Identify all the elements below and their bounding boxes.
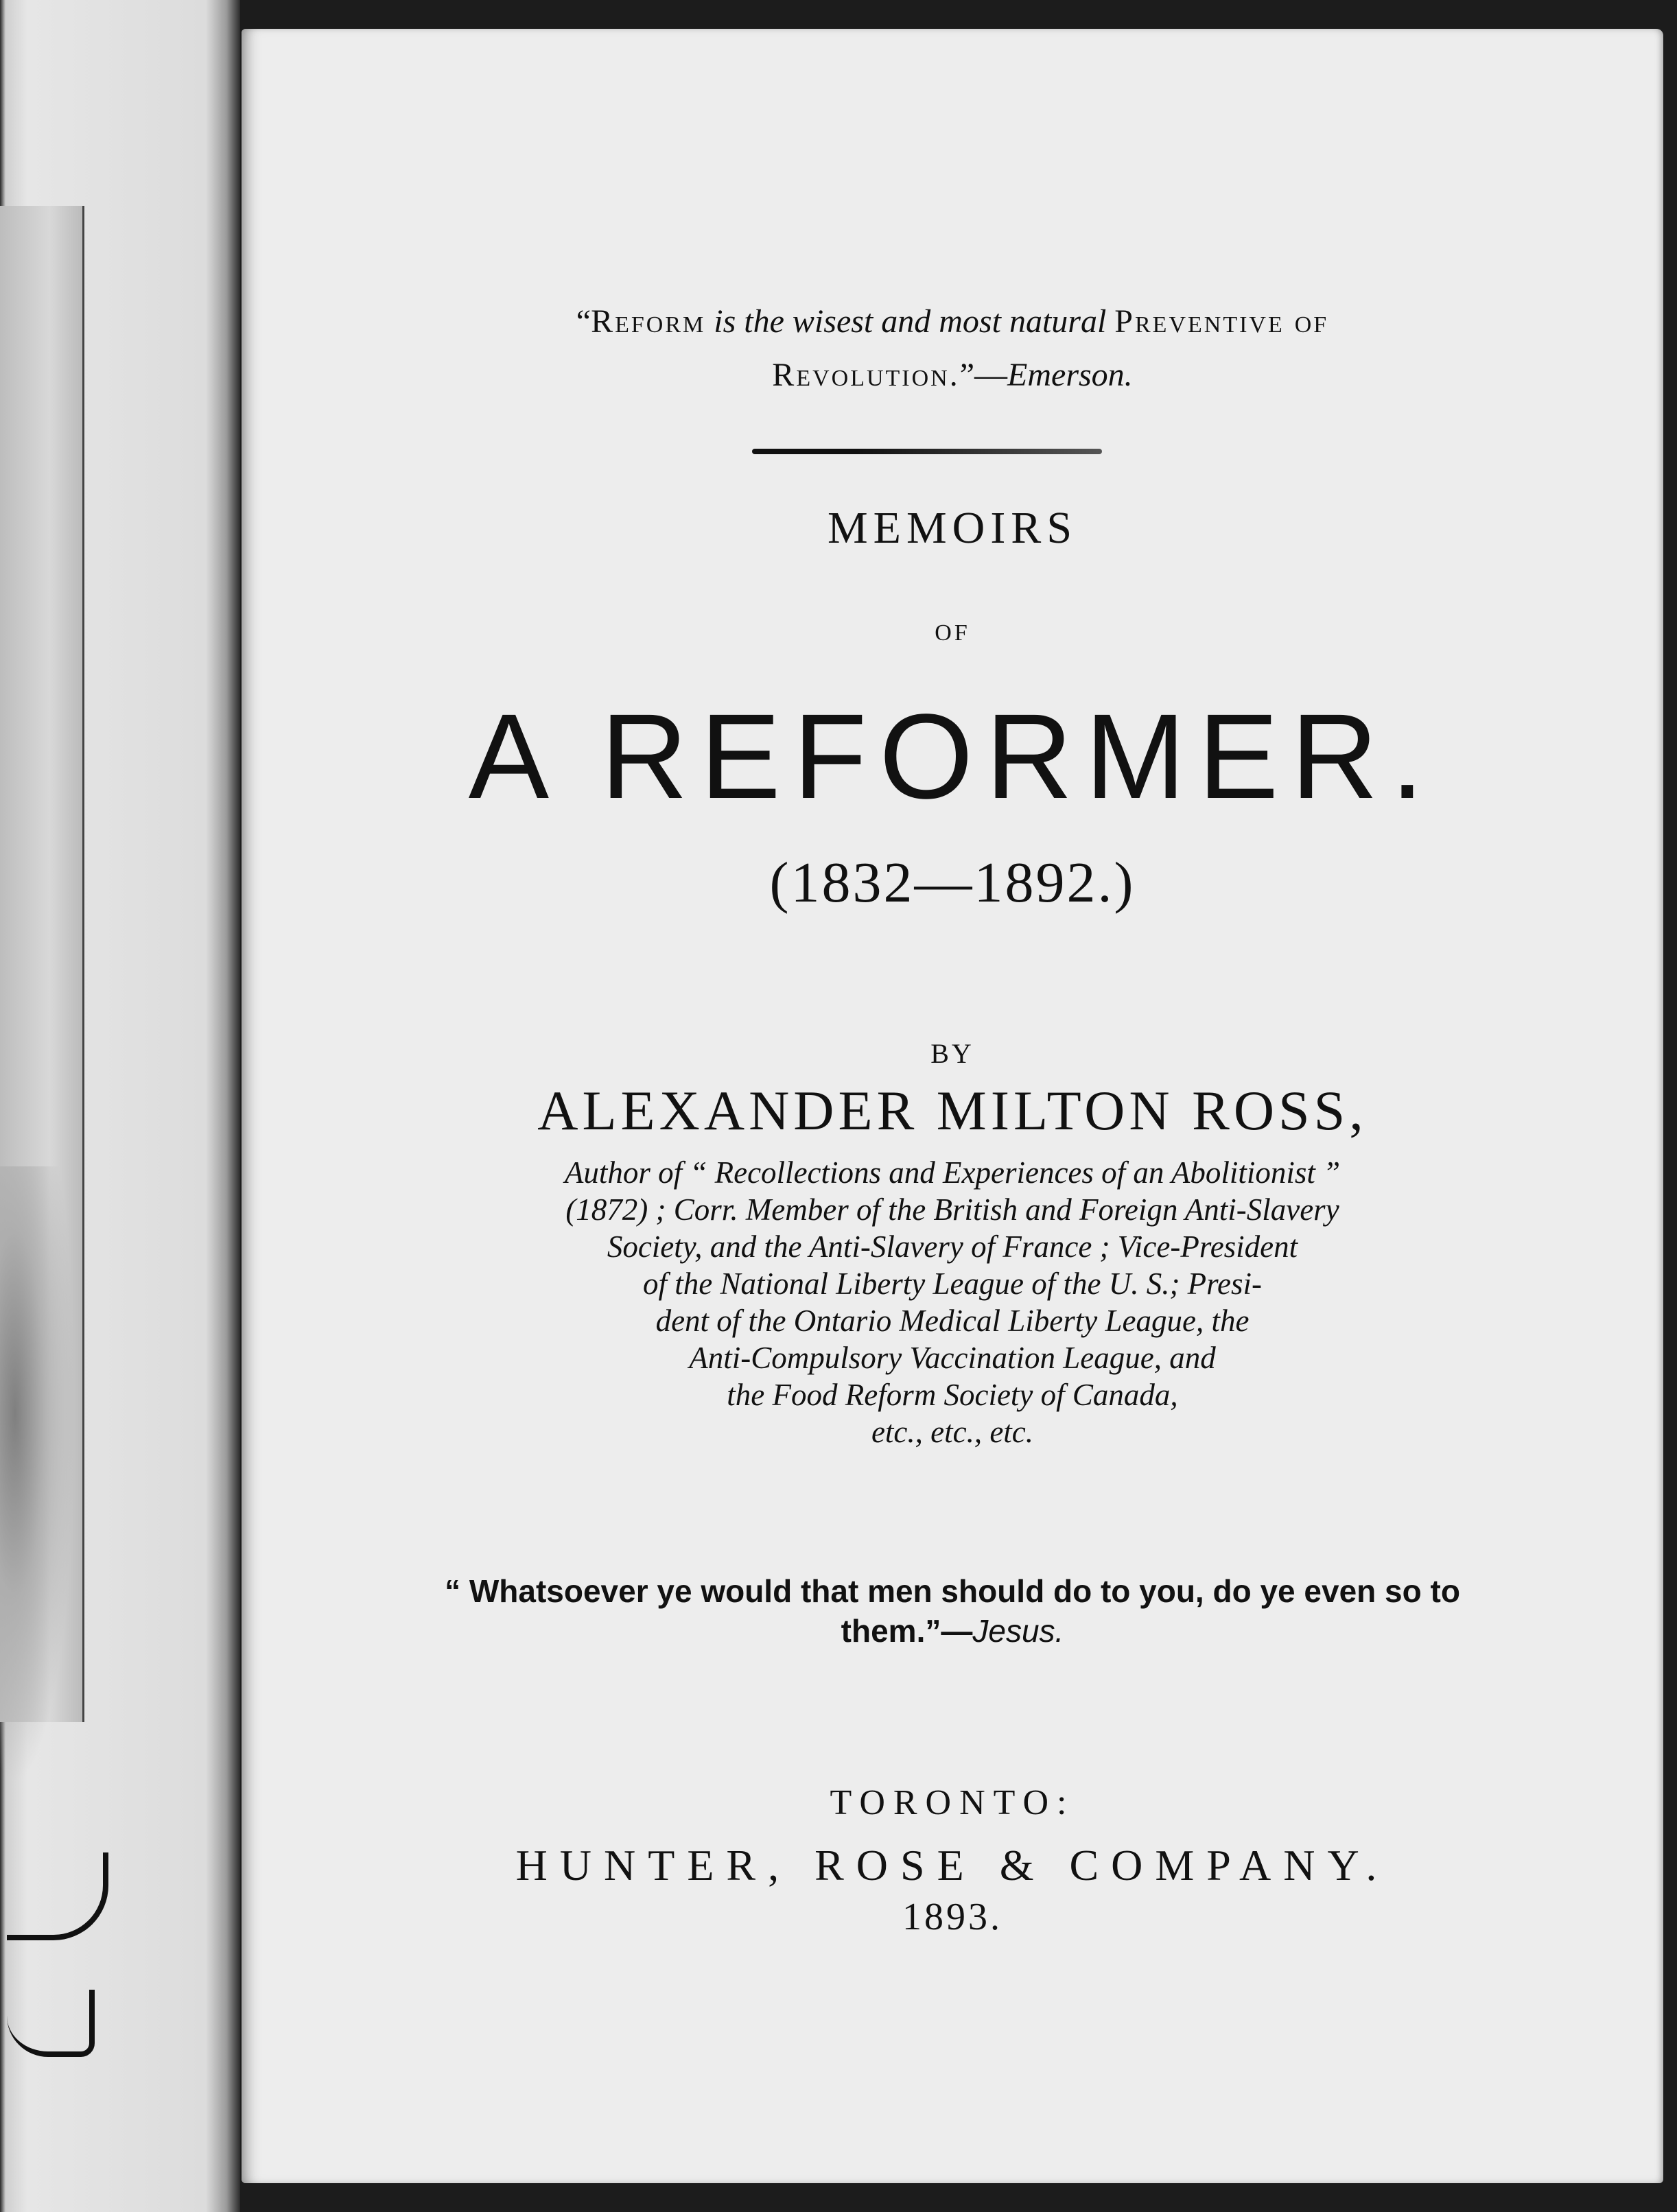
epigraph-word-reform: Reform — [591, 303, 706, 340]
title-page — [242, 29, 1663, 2183]
epigraph-jesus — [242, 1571, 1663, 1651]
epigraph-italic-text: is the wisest and most natural — [705, 303, 1115, 340]
title-rule — [752, 449, 1102, 454]
epigraph-line-2 — [242, 349, 1663, 402]
credentials-line: etc., etc., etc. — [871, 1415, 1034, 1449]
quote2-line-1: “ Whatsoever ye would that men should do to you, do ye even so to — [445, 1573, 1460, 1609]
epigraph-attribution: Emerson. — [1007, 357, 1133, 393]
credentials-line: (1872) ; Corr. Member of the British and Foreign Anti-Slavery — [565, 1192, 1339, 1227]
epigraph-dash: ”— — [959, 357, 1008, 393]
credentials-line: of the National Liberty League of the U. S.; Presi- — [643, 1267, 1262, 1301]
imprint-publisher: HUNTER, ROSE & COMPANY. — [515, 1841, 1389, 1890]
frontispiece-plate — [0, 206, 84, 1722]
title-dates: (1832—1892.) — [769, 851, 1136, 915]
quote2-attribution: Jesus. — [972, 1613, 1064, 1649]
epigraph-line-1 — [242, 295, 1663, 349]
credentials-line: the Food Reform Society of Canada, — [727, 1378, 1178, 1412]
frontispiece-engraving — [0, 1166, 75, 1784]
credentials-line: dent of the Ontario Medical Liberty League, the — [655, 1304, 1250, 1338]
epigraph-word-revolution: Revolution. — [772, 357, 960, 393]
page-title: A REFORMER. — [468, 690, 1437, 824]
credentials-line: Author of “ Recollections and Experiences of an Abolitionist ” — [564, 1155, 1341, 1190]
epigraph-open-quote: “ — [576, 303, 591, 340]
credentials-line: Society, and the Anti-Slavery of France ; Vice-President — [607, 1229, 1298, 1264]
title-of: OF — [935, 620, 970, 646]
title-memoirs: MEMOIRS — [827, 503, 1078, 553]
byline-by: BY — [930, 1038, 974, 1069]
quote2-line-2 — [242, 1611, 1663, 1651]
quote2-text-end: them.”— — [841, 1613, 973, 1649]
credentials-line: Anti-Compulsory Vaccination League, and — [689, 1341, 1216, 1375]
epigraph-emerson — [242, 295, 1663, 402]
author-credentials — [242, 1154, 1663, 1450]
imprint-year: 1893. — [902, 1896, 1002, 1938]
epigraph-word-preventive: Preventive of — [1114, 303, 1329, 340]
author-name: ALEXANDER MILTON ROSS, — [537, 1079, 1368, 1142]
imprint-place: TORONTO: — [830, 1783, 1075, 1822]
